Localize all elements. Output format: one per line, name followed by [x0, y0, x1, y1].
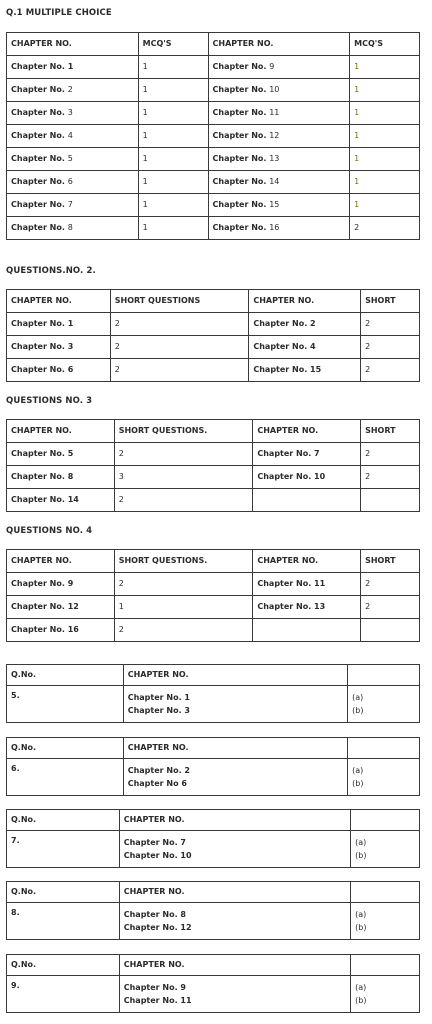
question-count: 2 [361, 313, 420, 336]
chapter-list [123, 759, 347, 796]
chapter-label: Chapter No. [212, 62, 270, 71]
part-label: (b) [355, 996, 367, 1005]
chapter-number: 6 [67, 177, 73, 186]
chapter-number: 7 [67, 200, 73, 209]
question-count: 3 [114, 466, 253, 489]
question-number: 5. [7, 686, 124, 723]
table-row [7, 148, 420, 171]
chapter-cell: Chapter No. 3 [7, 336, 111, 359]
chapter-number: 4 [67, 131, 73, 140]
chapter-cell [7, 148, 139, 171]
chapter-item: Chapter No. 9 [123, 983, 186, 992]
chapter-cell: Chapter No. 6 [7, 359, 111, 382]
chapter-item: Chapter No. 2 [127, 766, 190, 775]
chapter-cell [7, 56, 139, 79]
table-row [7, 313, 420, 336]
table-row [7, 573, 420, 596]
table-header-row [7, 955, 420, 976]
question-count: 2 [110, 336, 249, 359]
chapter-item: Chapter No. 12 [123, 923, 192, 932]
header-cell: MCQ'S [138, 33, 208, 56]
chapter-item: Chapter No. 1 [127, 693, 190, 702]
chapter-cell [208, 79, 350, 102]
q4-heading: QUESTIONS NO. 4 [6, 526, 93, 536]
table-row [7, 903, 420, 940]
chapter-cell: Chapter No. 14 [7, 489, 115, 512]
mcq-count: 1 [350, 56, 420, 79]
question-count: 2 [114, 573, 253, 596]
short-questions-table-4 [6, 549, 420, 642]
chapter-cell: Chapter No. 12 [7, 596, 115, 619]
qno-header: Q.No. [7, 738, 124, 759]
chapter-cell: Chapter No. 9 [7, 573, 115, 596]
chapter-header: CHAPTER NO. [123, 738, 347, 759]
part-label: (a) [355, 910, 367, 919]
part-label: (b) [355, 851, 367, 860]
table-header-row [7, 550, 420, 573]
part-list [351, 903, 420, 940]
question-count [361, 619, 420, 642]
chapter-cell [208, 194, 350, 217]
chapter-label: Chapter No. [11, 154, 68, 163]
chapter-cell: Chapter No. 2 [249, 313, 361, 336]
mcq-count: 1 [350, 102, 420, 125]
question-count: 2 [361, 573, 420, 596]
question-count: 2 [114, 489, 253, 512]
table-row [7, 79, 420, 102]
table-row [7, 336, 420, 359]
chapter-cell [208, 217, 350, 240]
chapter-header: CHAPTER NO. [119, 882, 350, 903]
mcq-count: 1 [350, 125, 420, 148]
chapter-cell: Chapter No. 10 [253, 466, 361, 489]
table-row [7, 56, 420, 79]
table-header-row [7, 810, 420, 831]
header-cell: CHAPTER NO. [7, 290, 111, 313]
chapter-label: Chapter No. [11, 62, 68, 71]
header-cell: SHORT [361, 420, 420, 443]
chapter-list [123, 686, 347, 723]
question-count: 1 [114, 596, 253, 619]
long-question-table [6, 664, 420, 723]
chapter-cell: Chapter No. 1 [7, 313, 111, 336]
q1-heading: Q.1 MULTIPLE CHOICE [6, 8, 112, 18]
header-cell: CHAPTER NO. [253, 550, 361, 573]
chapter-cell [7, 125, 139, 148]
chapter-list [119, 831, 350, 868]
mcq-count: 1 [350, 194, 420, 217]
chapter-label: Chapter No. [212, 200, 270, 209]
chapter-cell [253, 619, 361, 642]
chapter-label: Chapter No. [11, 223, 68, 232]
chapter-cell [208, 148, 350, 171]
long-question-table [6, 809, 420, 868]
chapter-cell: Chapter No. 13 [253, 596, 361, 619]
table-row [7, 102, 420, 125]
mcq-count: 1 [138, 194, 208, 217]
chapter-label: Chapter No. [212, 223, 270, 232]
chapter-label: Chapter No. [212, 108, 270, 117]
mcq-count: 1 [350, 79, 420, 102]
chapter-list [119, 976, 350, 1013]
q3-heading: QUESTIONS NO. 3 [6, 396, 93, 406]
long-question-table [6, 881, 420, 940]
part-label: (b) [355, 923, 367, 932]
question-count: 2 [114, 443, 253, 466]
header-cell: CHAPTER NO. [7, 33, 139, 56]
mcq-count: 2 [350, 217, 420, 240]
chapter-item: Chapter No. 10 [123, 851, 192, 860]
question-number: 8. [7, 903, 120, 940]
table-row [7, 125, 420, 148]
question-number: 9. [7, 976, 120, 1013]
chapter-label: Chapter No. [11, 108, 68, 117]
table-row [7, 466, 420, 489]
empty-header-cell [348, 665, 420, 686]
long-question-table [6, 737, 420, 796]
chapter-number: 2 [67, 85, 73, 94]
chapter-number: 16 [269, 223, 280, 232]
part-label: (a) [355, 983, 367, 992]
header-cell: SHORT [361, 550, 420, 573]
table-row [7, 831, 420, 868]
chapter-number: 5 [67, 154, 73, 163]
mcq-count: 1 [350, 171, 420, 194]
chapter-cell [208, 56, 350, 79]
chapter-header: CHAPTER NO. [119, 955, 350, 976]
question-count: 2 [361, 336, 420, 359]
table-row [7, 596, 420, 619]
table-header-row [7, 738, 420, 759]
chapter-cell [7, 194, 139, 217]
question-count: 2 [114, 619, 253, 642]
question-number: 6. [7, 759, 124, 796]
question-count: 2 [110, 313, 249, 336]
mcq-count: 1 [350, 148, 420, 171]
question-count: 2 [361, 359, 420, 382]
part-label: (b) [352, 779, 364, 788]
empty-header-cell [351, 810, 420, 831]
table-row [7, 489, 420, 512]
short-questions-table-3 [6, 419, 420, 512]
qno-header: Q.No. [7, 955, 120, 976]
part-label: (a) [355, 838, 367, 847]
table-row [7, 976, 420, 1013]
table-header-row [7, 665, 420, 686]
header-cell: CHAPTER NO. [249, 290, 361, 313]
chapter-cell [7, 171, 139, 194]
empty-header-cell [348, 738, 420, 759]
header-cell: SHORT QUESTIONS. [114, 420, 253, 443]
qno-header: Q.No. [7, 810, 120, 831]
table-header-row [7, 290, 420, 313]
chapter-label: Chapter No. [212, 154, 270, 163]
chapter-cell [7, 102, 139, 125]
chapter-number: 8 [67, 223, 73, 232]
table-row [7, 443, 420, 466]
chapter-label: Chapter No. [212, 85, 270, 94]
empty-header-cell [351, 882, 420, 903]
mcq-count: 1 [138, 125, 208, 148]
mcq-table [6, 32, 420, 240]
chapter-label: Chapter No. [212, 131, 270, 140]
chapter-number: 9 [269, 62, 275, 71]
header-cell: CHAPTER NO. [7, 420, 115, 443]
chapter-label: Chapter No. [212, 177, 270, 186]
mcq-count: 1 [138, 171, 208, 194]
chapter-header: CHAPTER NO. [123, 665, 347, 686]
chapter-cell [7, 79, 139, 102]
chapter-number: 3 [67, 108, 73, 117]
question-count: 2 [361, 596, 420, 619]
question-count: 2 [110, 359, 249, 382]
chapter-number: 11 [269, 108, 280, 117]
table-row [7, 171, 420, 194]
table-row [7, 217, 420, 240]
short-questions-table-2 [6, 289, 420, 382]
part-list [348, 686, 420, 723]
table-row [7, 359, 420, 382]
q2-heading: QUESTIONS.NO. 2. [6, 266, 96, 276]
header-cell: CHAPTER NO. [7, 550, 115, 573]
mcq-count: 1 [138, 148, 208, 171]
header-cell: SHORT [361, 290, 420, 313]
table-row [7, 619, 420, 642]
chapter-number: 1 [67, 62, 74, 71]
long-question-table [6, 954, 420, 1013]
question-number: 7. [7, 831, 120, 868]
chapter-cell: Chapter No. 16 [7, 619, 115, 642]
chapter-list [119, 903, 350, 940]
mcq-count: 1 [138, 56, 208, 79]
table-row [7, 759, 420, 796]
part-list [348, 759, 420, 796]
mcq-count: 1 [138, 102, 208, 125]
header-cell: MCQ'S [350, 33, 420, 56]
chapter-item: Chapter No 6 [127, 779, 187, 788]
chapter-item: Chapter No. 11 [123, 996, 192, 1005]
qno-header: Q.No. [7, 665, 124, 686]
chapter-cell: Chapter No. 11 [253, 573, 361, 596]
chapter-cell: Chapter No. 4 [249, 336, 361, 359]
mcq-count: 1 [138, 79, 208, 102]
chapter-cell: Chapter No. 15 [249, 359, 361, 382]
question-count [361, 489, 420, 512]
chapter-label: Chapter No. [11, 85, 68, 94]
chapter-number: 15 [269, 200, 280, 209]
table-row [7, 686, 420, 723]
chapter-number: 13 [269, 154, 280, 163]
part-label: (a) [352, 766, 364, 775]
chapter-cell: Chapter No. 5 [7, 443, 115, 466]
question-count: 2 [361, 466, 420, 489]
chapter-label: Chapter No. [11, 200, 68, 209]
table-header-row [7, 420, 420, 443]
header-cell: SHORT QUESTIONS. [114, 550, 253, 573]
chapter-item: Chapter No. 3 [127, 706, 190, 715]
empty-header-cell [351, 955, 420, 976]
chapter-number: 12 [269, 131, 280, 140]
part-label: (b) [352, 706, 364, 715]
chapter-item: Chapter No. 7 [123, 838, 186, 847]
chapter-cell: Chapter No. 7 [253, 443, 361, 466]
chapter-header: CHAPTER NO. [119, 810, 350, 831]
chapter-cell [7, 217, 139, 240]
header-cell: CHAPTER NO. [253, 420, 361, 443]
chapter-number: 10 [269, 85, 280, 94]
part-list [351, 831, 420, 868]
chapter-label: Chapter No. [11, 131, 68, 140]
chapter-cell [208, 171, 350, 194]
chapter-cell [208, 125, 350, 148]
table-header-row [7, 882, 420, 903]
table-row [7, 194, 420, 217]
table-header-row [7, 33, 420, 56]
chapter-label: Chapter No. [11, 177, 68, 186]
mcq-count: 1 [138, 217, 208, 240]
chapter-number: 14 [269, 177, 280, 186]
part-list [351, 976, 420, 1013]
qno-header: Q.No. [7, 882, 120, 903]
question-count: 2 [361, 443, 420, 466]
part-label: (a) [352, 693, 364, 702]
header-cell: CHAPTER NO. [208, 33, 350, 56]
header-cell: SHORT QUESTIONS [110, 290, 249, 313]
chapter-cell: Chapter No. 8 [7, 466, 115, 489]
chapter-item: Chapter No. 8 [123, 910, 186, 919]
chapter-cell [253, 489, 361, 512]
chapter-cell [208, 102, 350, 125]
